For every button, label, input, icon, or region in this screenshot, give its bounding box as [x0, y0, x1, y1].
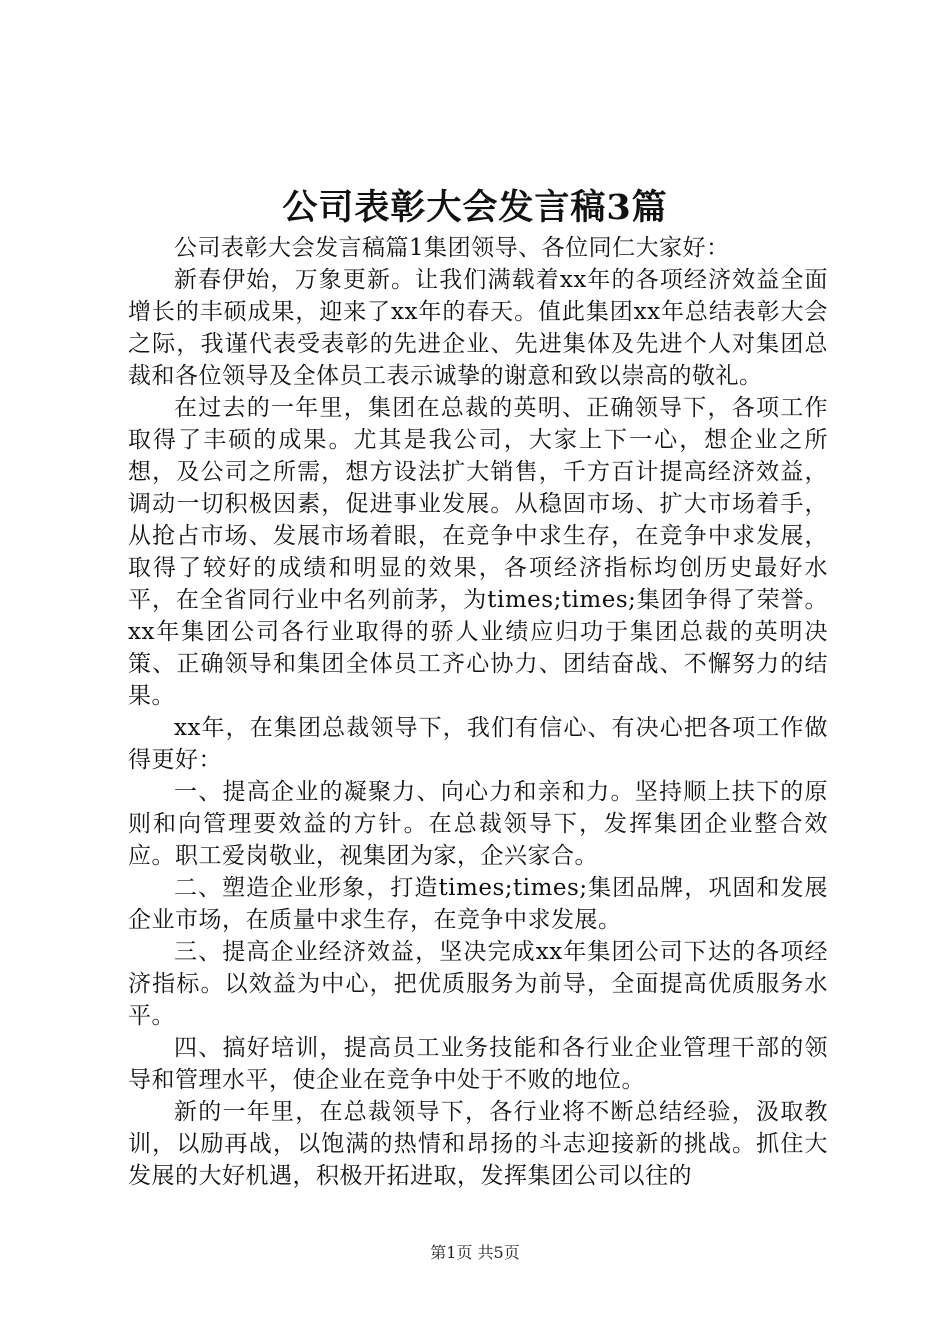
paragraph: 三、提高企业经济效益，坚决完成xx年集团公司下达的各项经济指标。以效益为中心，把优质服务为前导，全面提高优质服务水平。 [128, 939, 828, 1029]
document-title: 公司表彰大会发言稿3篇 [282, 187, 668, 228]
paragraph: 新的一年里，在总裁领导下，各行业将不断总结经验，汲取教训，以励再战，以饱满的热情和昂扬的斗志迎接新的挑战。抓住大发展的大好机遇，积极开拓进取，发挥集团公司以往的 [128, 1099, 828, 1189]
paragraph: 新春伊始，万象更新。让我们满载着xx年的各项经济效益全面增长的丰硕成果，迎来了xx年的春天。值此集团xx年总结表彰大会之际，我谨代表受表彰的先进企业、先进集体及先进个人对集团总裁和各位领导及全体员工表示诚挚的谢意和致以崇高的敬礼。 [128, 267, 828, 389]
paragraph: 在过去的一年里，集团在总裁的英明、正确领导下，各项工作取得了丰硕的成果。尤其是我公司，大家上下一心，想企业之所想，及公司之所需，想方设法扩大销售，千方百计提高经济效益，调动一切积极因素，促进事业发展。从稳固市场、扩大市场着手，从抢占市场、发展市场着眼，在竞争中求生存，在竞争中求发展，取得了较好的成绩和明显的效果，各项经济指标均创历史最好水平，在全省同行业中名列前茅，为times;times;集团争得了荣誉。xx年集团公司各行业取得的骄人业绩应归功于集团总裁的英明决策、正确领导和集团全体员工齐心协力、团结奋战、不懈努力的结果。 [128, 395, 828, 709]
page-number-footer: 第1页 共5页 [430, 1243, 520, 1262]
paragraph: 公司表彰大会发言稿篇1集团领导、各位同仁大家好： [174, 235, 730, 261]
paragraph: xx年，在集团总裁领导下，我们有信心、有决心把各项工作做得更好： [128, 715, 828, 773]
paragraph: 二、塑造企业形象，打造times;times;集团品牌，巩固和发展企业市场，在质量中求生存，在竞争中求发展。 [128, 875, 828, 933]
document-body [128, 232, 828, 1192]
paragraph: 四、搞好培训，提高员工业务技能和各行业企业管理干部的领导和管理水平，使企业在竞争中处于不败的地位。 [128, 1035, 828, 1093]
paragraph: 一、提高企业的凝聚力、向心力和亲和力。坚持顺上扶下的原则和向管理要效益的方针。在总裁领导下，发挥集团企业整合效应。职工爱岗敬业，视集团为家，企兴家合。 [128, 779, 828, 869]
